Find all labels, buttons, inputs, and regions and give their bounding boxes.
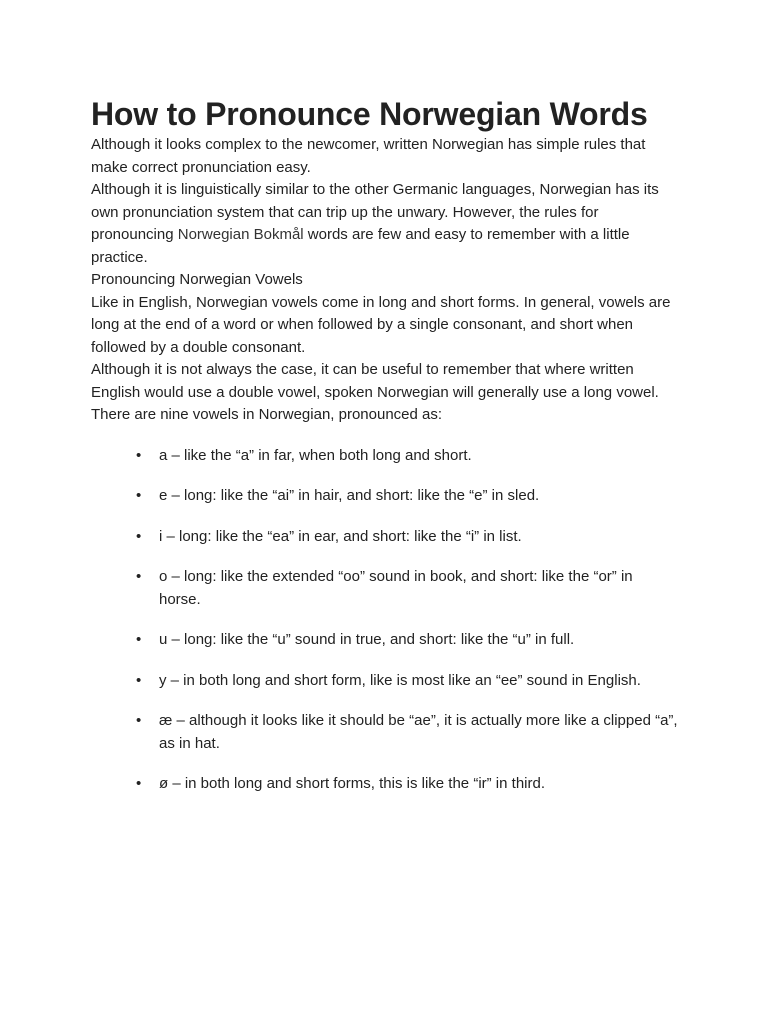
list-item-text: e – long: like the “ai” in hair, and short: like the “e” in sled. (159, 487, 540, 504)
vowel-list-intro: There are nine vowels in Norwegian, pronounced as: (91, 406, 443, 423)
list-item (136, 670, 678, 693)
norwegian-bokmal-link[interactable]: Norwegian Bokmål (177, 226, 304, 243)
list-item-text: y – in both long and short form, like is most like an “ee” sound in English. (159, 671, 641, 689)
list-item-text: æ – although it looks like it should be “ae”, it is actually more like a clipped “a”, as in hat. (159, 712, 678, 752)
list-item-text: i – long: like the “ea” in ear, and short: like the “i” in list. (159, 527, 522, 545)
intro-paragraph: Although it looks complex to the newcomer, written Norwegian has simple rules that make correct pronunciation easy. (91, 136, 646, 176)
list-item-text: o – long: like the extended “oo” sound in book, and short: like the “or” in horse. (159, 568, 633, 608)
list-item-text: ø – in both long and short forms, this is like the “ir” in third. (159, 775, 545, 792)
list-item (136, 629, 678, 652)
page-title: How to Pronounce Norwegian Words (91, 96, 648, 132)
vowel-list (91, 445, 678, 796)
list-item (136, 526, 678, 549)
list-item-text: a – like the “a” in far, when both long and short. (159, 446, 472, 464)
list-item-text: u – long: like the “u” sound in true, and short: like the “u” in full. (159, 631, 575, 648)
overview-text-before: Although it is linguistically similar to the other Germanic languages, Norwegian has its own pronunciation system that can trip up the unwary. However, the rules for pronouncing (91, 181, 659, 243)
bullet-icon: • (136, 527, 142, 545)
bullet-icon: • (136, 568, 142, 585)
section-subheading: Pronouncing Norwegian Vowels (91, 271, 303, 288)
bullet-icon: • (136, 775, 142, 792)
bullet-icon: • (136, 671, 142, 689)
bullet-icon: • (136, 446, 142, 464)
double-vowel-paragraph: Although it is not always the case, it can be useful to remember that where written English would use a double vowel, spoken Norwegian will generally use a long vowel. (91, 361, 659, 401)
overview-text-after: words are few and easy to remember with a little practice. (91, 226, 630, 266)
list-item (136, 566, 678, 611)
bullet-icon: • (136, 631, 142, 648)
bullet-icon: • (136, 487, 142, 504)
vowel-length-paragraph: Like in English, Norwegian vowels come in long and short forms. In general, vowels are long at the end of a word or when followed by a single consonant, and short when followed by a double consonant. (91, 293, 671, 356)
list-item (136, 485, 678, 508)
overview-paragraph (91, 179, 678, 269)
list-item (136, 773, 678, 796)
bullet-icon: • (136, 712, 142, 729)
list-item (136, 445, 678, 468)
list-item (136, 710, 678, 755)
